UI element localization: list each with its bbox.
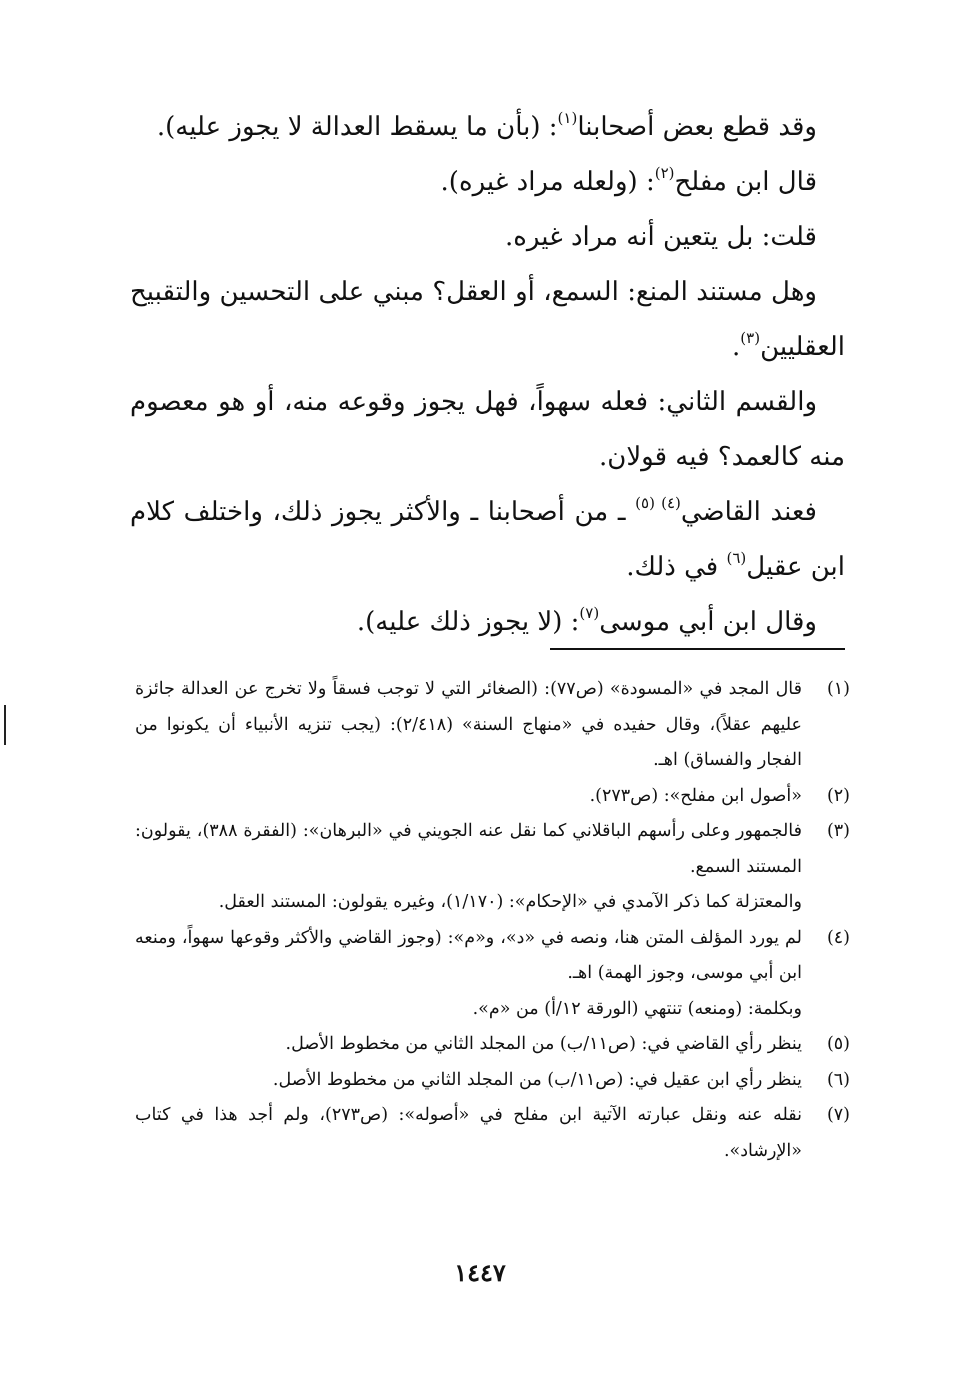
- footnote-number: (١): [826, 679, 850, 699]
- text-run: قال ابن مفلح: [674, 167, 817, 197]
- footnote-line: «أصول ابن مفلح»: (ص٢٧٣).: [589, 785, 802, 806]
- footnote-ref-2: (٢): [654, 164, 675, 182]
- footnote-text: [135, 1027, 802, 1063]
- footnote: [135, 1063, 850, 1099]
- footnote-text: [135, 1098, 802, 1169]
- text-run: : (لا يجوز ذلك عليه).: [356, 607, 580, 637]
- text-run: .: [732, 332, 741, 362]
- footnote: [135, 779, 850, 815]
- footnote-line: قال المجد في «المسودة» (ص٧٧): (الصغائر التي لا توجب فسقاً ولا تخرج عن العدالة جائزة عليهم عقلاً)، وقال حفيده في «منهاج السنة» (٢/٤١٨): (يجب تنزيه الأنبياء أن يكونوا من الفجار والفساق) اهـ.: [135, 679, 802, 770]
- footnote-separator: [550, 648, 845, 650]
- footnote-text: [135, 672, 802, 779]
- paragraph-5: والقسم الثاني: فعله سهواً، فهل يجوز وقوعه منه، أو هو معصوم منه كالعمد؟ فيه قولان.: [130, 387, 845, 472]
- paragraph-7: [130, 595, 845, 650]
- footnote: [135, 921, 850, 1028]
- footnote-ref-6: (٦): [726, 549, 747, 567]
- paragraph-6: [130, 485, 845, 595]
- text-run: وقال ابن أبي موسى: [599, 607, 817, 637]
- footnote-line: ينظر رأي القاضي في: (ص١١/ب) من المجلد الثاني من مخطوط الأصل.: [285, 1034, 802, 1054]
- footnote-ref-7: (٧): [579, 604, 600, 622]
- footnote-number: (٢): [826, 785, 850, 806]
- footnote-number: (٧): [826, 1105, 850, 1125]
- text-run: في ذلك.: [626, 552, 727, 582]
- footnote: [135, 814, 850, 921]
- page-number: ١٤٤٧: [454, 1258, 506, 1287]
- paragraph-2: [130, 155, 845, 210]
- footnote-ref-4-5: (٤) (٥): [635, 494, 681, 512]
- paragraph-4: [130, 265, 845, 375]
- footnote-line: فالجمهور وعلى رأسهم الباقلاني كما نقل عنه الجويني في «البرهان»: (الفقرة ٣٨٨)، يقولون: المستند السمع.: [135, 821, 802, 877]
- text-run: : (بأن ما يسقط العدالة لا يجوز عليه).: [156, 112, 558, 142]
- footnote-ref-1: (١): [557, 109, 578, 127]
- footnote-text: [135, 814, 802, 921]
- footnote: [135, 1027, 850, 1063]
- footnote-number: (٤): [826, 927, 850, 948]
- footnotes: [135, 672, 850, 1169]
- footnote-line: والمعتزلة كما ذكر الآمدي في «الإحكام»: (١/١٧٠)، وغيره يقولون: المستند العقل.: [218, 892, 802, 912]
- footnote-text: [135, 1063, 802, 1099]
- text-run: : (ولعله مراد غيره).: [440, 167, 655, 197]
- footnote-line: نقله عنه ونقل عبارته الآتية ابن مفلح في «أصوله»: (ص٢٧٣)، ولم أجد هذا في كتاب «الإرشاد».: [135, 1105, 803, 1161]
- footnote: [135, 1098, 850, 1169]
- footnote-ref-3: (٣): [740, 329, 761, 347]
- footnote-line: وبكلمة: (ومنعه) تنتهي (الورقة ١٢/أ) من «م».: [472, 998, 802, 1019]
- main-text: [130, 100, 845, 650]
- footnote-line: ينظر رأي ابن عقيل في: (ص١١/ب) من المجلد الثاني من مخطوط الأصل.: [272, 1069, 802, 1090]
- footnote-text: [135, 921, 802, 1028]
- footnote-number: (٥): [826, 1034, 850, 1054]
- footnote-number: (٦): [826, 1069, 850, 1090]
- text-run: وهل مستند المنع: السمع، أو العقل؟ مبني على التحسين والتقبيح العقليين: [130, 277, 845, 362]
- footnote: [135, 672, 850, 779]
- footnote-number: (٣): [826, 821, 850, 841]
- text-run: ـ من أصحابنا ـ والأكثر يجوز ذلك، واختلف كلام ابن عقيل: [130, 497, 845, 582]
- text-run: فعند القاضي: [680, 497, 817, 527]
- paragraph-3: قلت: بل يتعين أنه مراد غيره.: [505, 222, 817, 252]
- footnote-line: لم يورد المؤلف المتن هنا، ونصه في «د»، و«م»: (وجوز القاضي والأكثر وقوعها سهواً، ومنعه ابن أبي موسى، وجوز الهمة) اهـ.: [135, 927, 802, 983]
- text-run: وقد قطع بعض أصحابنا: [577, 112, 817, 142]
- margin-mark: [4, 705, 6, 745]
- footnote-text: [135, 779, 802, 815]
- paragraph-1: [130, 100, 845, 155]
